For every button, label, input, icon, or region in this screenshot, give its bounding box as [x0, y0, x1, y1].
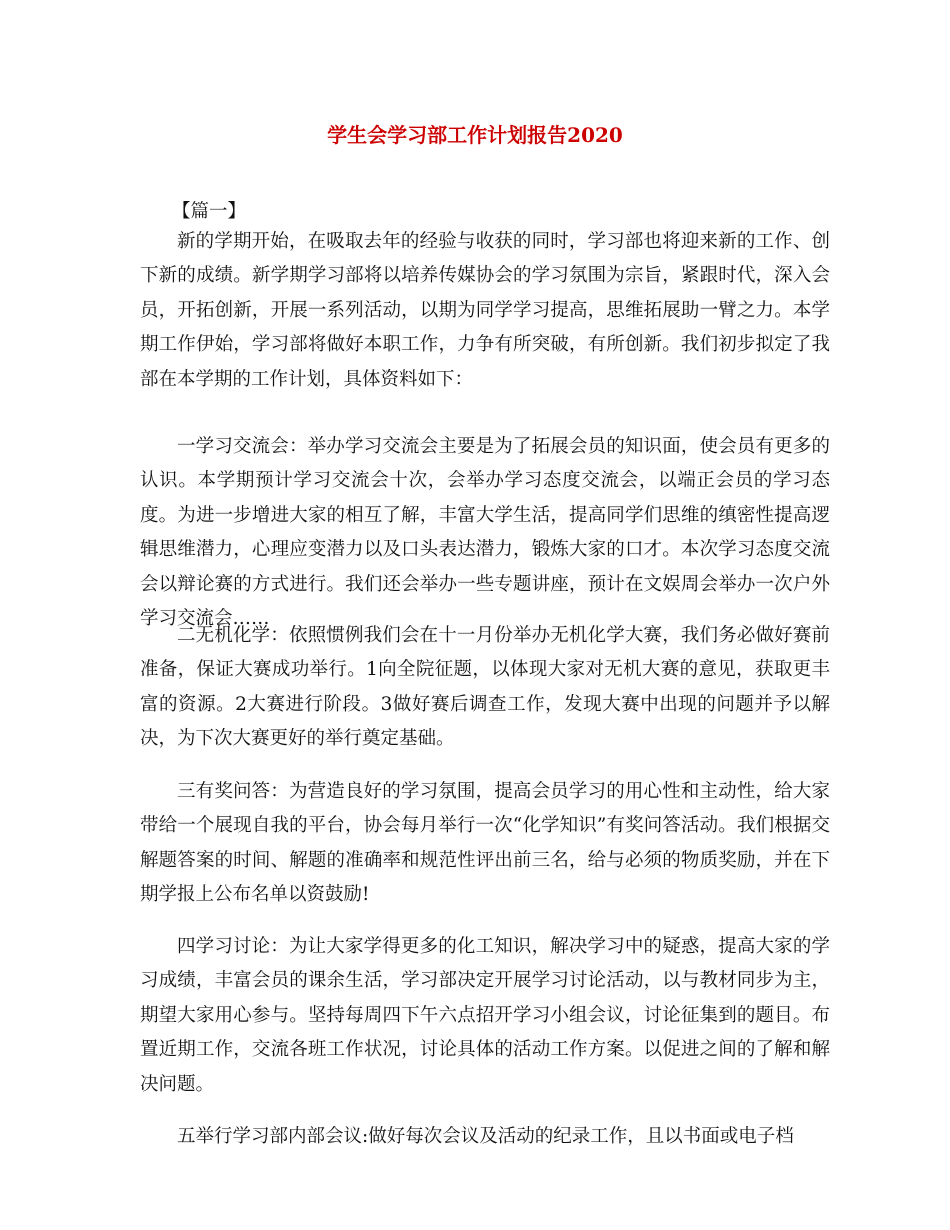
document-title: 学生会学习部工作计划报告2020: [327, 123, 623, 147]
paragraph-inorganic-chemistry: 二无机化学：依照惯例我们会在十一月份举办无机化学大赛，我们务必做好赛前准备，保证大赛成功举行。1向全院征题，以体现大家对无机大赛的意见，获取更丰富的资源。2大赛进行阶段。3做好赛后调查工作，发现大赛中出现的问题并予以解决，为下次大赛更好的举行奠定基础。: [140, 625, 830, 750]
paragraph-study-discussion: 四学习讨论：为让大家学得更多的化工知识，解决学习中的疑惑，提高大家的学习成绩，丰富会员的课余生活，学习部决定开展学习讨论活动，以与教材同步为主，期望大家用心参与。坚持每周四下午六点招开学习小组会议，讨论征集到的题目。布置近期工作，交流各班工作状况，讨论具体的活动工作方案。以促进之间的了解和解决问题。: [140, 936, 830, 1095]
section-label: 【篇一】: [172, 201, 247, 222]
paragraph-internal-meeting: 五举行学习部内部会议:做好每次会议及活动的纪录工作，且以书面或电子档: [177, 1126, 794, 1147]
paragraph-intro: 新的学期开始，在吸取去年的经验与收获的同时，学习部也将迎来新的工作、创下新的成绩。新学期学习部将以培养传媒协会的学习氛围为宗旨，紧跟时代，深入会员，开拓创新，开展一系列活动，以期为同学学习提高，思维拓展助一臂之力。本学期工作伊始，学习部将做好本职工作，力争有所突破，有所创新。我们初步拟定了我部在本学期的工作计划，具体资料如下：: [140, 231, 830, 390]
paragraph-study-exchange: 一学习交流会：举办学习交流会主要是为了拓展会员的知识面，使会员有更多的认识。本学期预计学习交流会十次，会举办学习态度交流会，以端正会员的学习态度。为进一步增进大家的相互了解，丰富大学生活，提高同学们思维的缜密性提高逻辑思维潜力，心理应变潜力以及口头表达潜力，锻炼大家的口才。本次学习态度交流会以辩论赛的方式进行。我们还会举办一些专题讲座，预计在文娱周会举办一次户外学习交流会……: [140, 436, 830, 630]
paragraph-quiz: 三有奖问答：为营造良好的学习氛围，提高会员学习的用心性和主动性，给大家带给一个展现自我的平台，协会每月举行一次“化学知识”有奖问答活动。我们根据交解题答案的时间、解题的准确率和规范性评出前三名，给与必须的物质奖励，并在下期学报上公布名单以资鼓励!: [140, 781, 830, 906]
